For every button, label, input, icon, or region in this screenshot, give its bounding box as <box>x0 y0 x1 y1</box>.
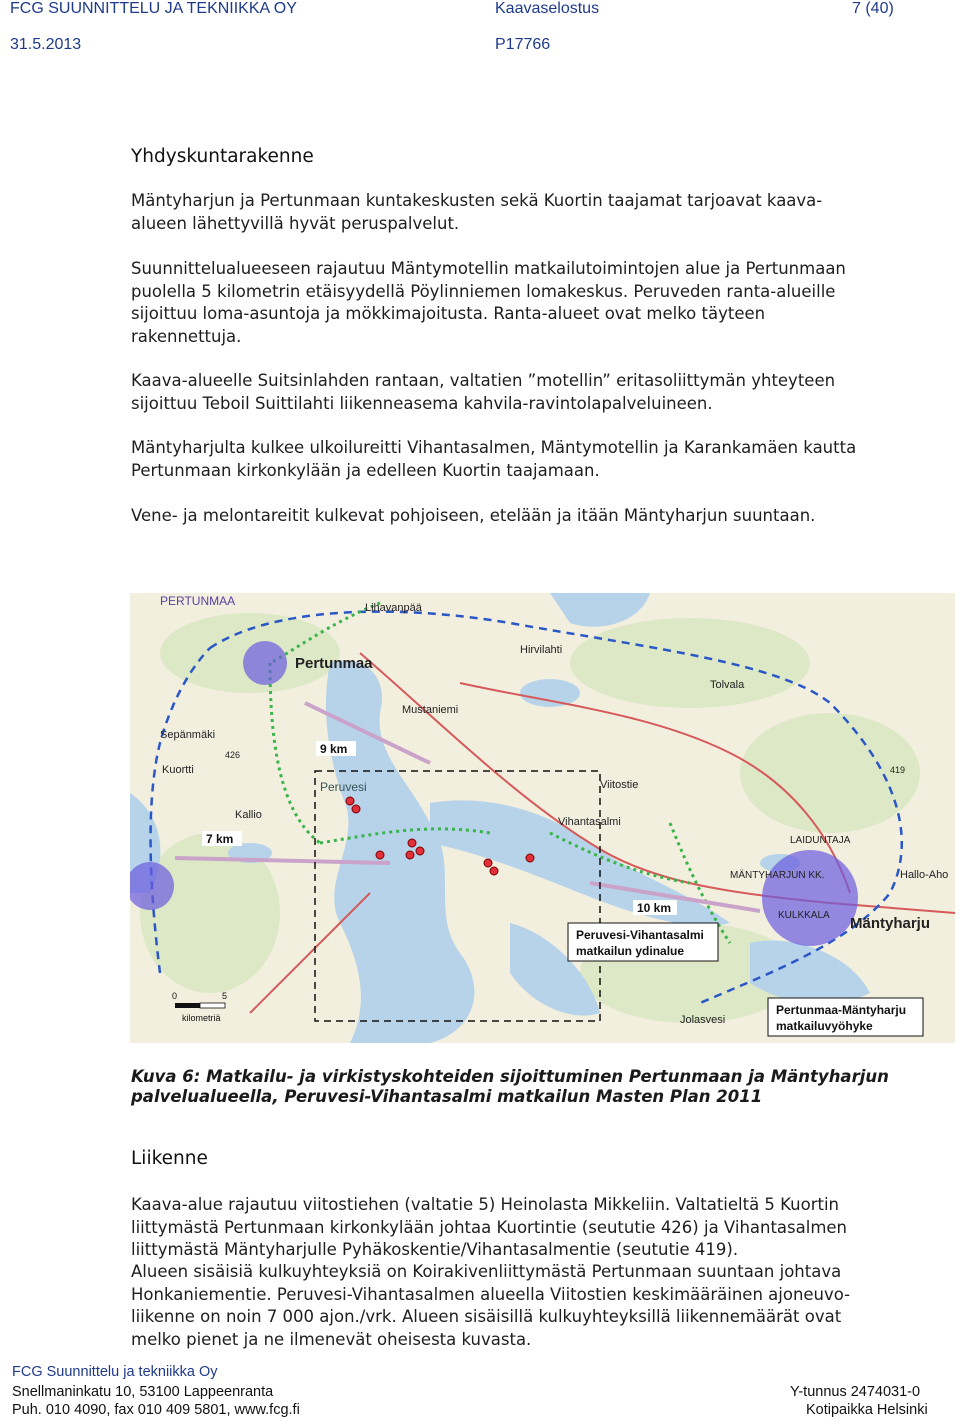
label-kulkkala: KULKKALA <box>778 910 830 921</box>
distance-9km: 9 km <box>320 742 348 756</box>
paragraph-line: alueen lähettyvillä hyvät peruspalvelut. <box>131 213 460 233</box>
pertunmaa-circle <box>243 641 287 685</box>
section-heading-yhdyskuntarakenne: Yhdyskuntarakenne <box>131 146 314 167</box>
footer-phone: Puh. 010 4090, fax 010 409 5801, www.fcg.fi <box>12 1402 300 1418</box>
section-heading-liikenne: Liikenne <box>131 1148 208 1169</box>
legend-core-line1: Peruvesi-Vihantasalmi <box>576 928 704 942</box>
header-doc-type: Kaavaselostus <box>495 0 600 17</box>
label-tolvala: Tolvala <box>710 679 745 691</box>
caption-line: palvelualueella, Peruvesi-Vihantasalmi matkailun Masten Plan 2011 <box>131 1087 763 1106</box>
footer-kotipaikka: Kotipaikka Helsinki <box>806 1402 928 1418</box>
header-date: 31.5.2013 <box>10 36 82 53</box>
paragraph-line: Kaava-alue rajautuu viitostiehen (valtatie 5) Heinolasta Mikkeliin. Valtatieltä 5 Kuortin <box>131 1195 840 1214</box>
paragraph-line: Alueen sisäisiä kulkuyhteyksiä on Koirakivenliittymästä Pertunmaan suuntaan johtava <box>131 1262 842 1281</box>
paragraph-line: Mäntyharjulta kulkee ulkoilureitti Vihantasalmen, Mäntymotellin ja Karankamäen kautta <box>131 438 857 457</box>
label-laiduntaja: LAIDUNTAJA <box>790 835 851 846</box>
header-company: FCG SUUNNITTELU JA TEKNIIKKA OY <box>10 0 297 17</box>
distance-10km: 10 km <box>637 901 672 915</box>
header-page-number: 7 (40) <box>852 0 894 17</box>
label-mantyharju: Mäntyharju <box>850 915 931 932</box>
scale-unit: kilometriä <box>182 1013 221 1023</box>
legend-zone-line2: matkailuvyöhyke <box>776 1019 873 1033</box>
label-vihantasalmi: Vihantasalmi <box>558 816 621 828</box>
paragraph-line: Suunnittelualueeseen rajautuu Mäntymotellin matkailutoimintojen alue ja Pertunmaan <box>131 259 846 278</box>
tourism-map <box>130 593 955 1043</box>
label-road-419: 419 <box>890 765 906 775</box>
label-hallo-aho: Hallo-Aho <box>900 869 949 881</box>
footer-company: FCG Suunnittelu ja tekniikka Oy <box>12 1364 218 1380</box>
paragraph-liikenne-2 <box>131 1261 955 1351</box>
paragraph-line: Mäntyharjun ja Pertunmaan kuntakeskusten sekä Kuortin taajamat tarjoavat kaava- <box>131 191 823 210</box>
label-hirvilahti: Hirvilahti <box>520 644 563 656</box>
caption-line: Kuva 6: Matkailu- ja virkistyskohteiden sijoittuminen Pertunmaan ja Mäntyharjun <box>131 1067 889 1086</box>
legend-core-line2: matkailun ydinalue <box>576 944 685 958</box>
paragraph-liikenne-1 <box>131 1194 955 1262</box>
label-kuortti: Kuortti <box>162 764 194 776</box>
label-sepanmaki: Sepänmäki <box>160 729 216 741</box>
label-kallio: Kallio <box>235 809 262 821</box>
paragraph-line: puolella 5 kilometrin etäisyydellä Pöylinniemen lomakeskus. Peruveden ranta-alueille <box>131 281 836 301</box>
header-project-number: P17766 <box>495 36 551 53</box>
legend-zone-line1: Pertunmaa-Mäntyharju <box>776 1003 907 1017</box>
label-viitostie: Viitostie <box>600 779 639 791</box>
footer-ytunnus: Y-tunnus 2474031-0 <box>790 1384 921 1400</box>
label-mustaniemi: Mustaniemi <box>402 704 459 716</box>
label-joloisvesi: Jolasvesi <box>680 1014 726 1026</box>
label-pertunmaa-region: PERTUNMAA <box>160 594 236 608</box>
paragraph-line: liittymästä Mäntyharjulle Pyhäkoskentie/Vihantasalmentie (seututie 419). <box>131 1240 739 1259</box>
paragraph-line: liittymästä Pertunmaan kirkonkylään johtaa Kuortintie (seututie 426) ja Vihantasalmen <box>131 1217 848 1237</box>
mantyharju-circle <box>762 850 858 946</box>
paragraph-line: Vene- ja melontareitit kulkevat pohjoiseen, etelään ja itään Mäntyharjun suuntaan. <box>131 506 816 525</box>
scale-five: 5 <box>222 991 228 1001</box>
label-road-426: 426 <box>225 750 241 760</box>
paragraph-line: Kaava-alueelle Suitsinlahden rantaan, valtatien ”motellin” eritasoliittymän yhteyteen <box>131 371 836 390</box>
paragraph-line: Honkaniementie. Peruvesi-Vihantasalmen alueella Viitostien keskimääräinen ajoneuvo- <box>131 1284 851 1304</box>
paragraph-line: Pertunmaan kirkonkylään ja edelleen Kuortin taajamaan. <box>131 460 600 480</box>
paragraph-line: sijoittuu loma-asuntoja ja mökkimajoitusta. Ranta-alueet ovat melko täyteen <box>131 304 766 323</box>
footer-address: Snellmaninkatu 10, 53100 Lappeenranta <box>12 1384 274 1400</box>
paragraph-4 <box>131 437 955 482</box>
paragraph-line: liikenne on noin 7 000 ajon./vrk. Alueen sisäisillä kulkuyhteyksillä liikennemäärät ovat <box>131 1307 842 1326</box>
label-lihavanpaa: Lihavanpää <box>365 602 422 614</box>
label-mantyharjun-kk: MÄNTYHARJUN KK. <box>730 870 825 881</box>
paragraph-5 <box>131 505 955 528</box>
paragraph-3 <box>131 370 955 415</box>
distance-7km: 7 km <box>206 832 234 846</box>
paragraph-2 <box>131 258 955 348</box>
paragraph-1 <box>131 190 955 235</box>
paragraph-line: sijoittuu Teboil Suittilahti liikenneasema kahvila-ravintolapalveluineen. <box>131 393 713 413</box>
scale-zero: 0 <box>172 991 178 1001</box>
label-pertunmaa: Pertunmaa <box>295 655 373 672</box>
paragraph-line: melko pienet ja ne ilmenevät oheisesta kuvasta. <box>131 1329 532 1349</box>
label-peruvesi: Peruvesi <box>320 780 367 794</box>
paragraph-line: rakennettuja. <box>131 326 242 346</box>
figure-caption <box>131 1067 951 1107</box>
